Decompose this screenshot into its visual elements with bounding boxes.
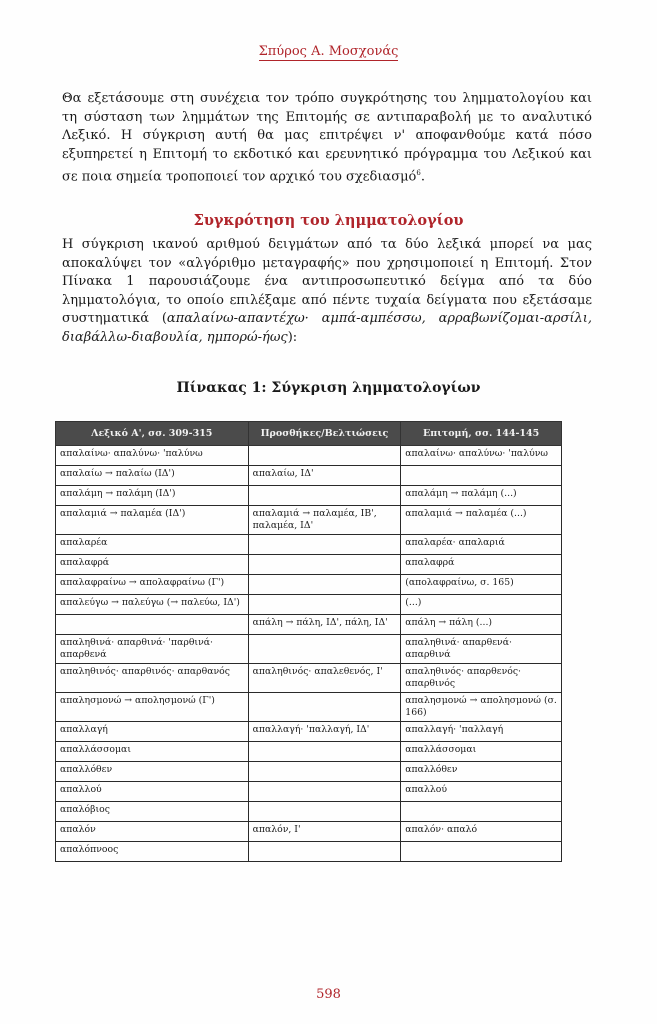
cell-lexicon: απαλαφραίνω → απολαφραίνω (Γ') bbox=[56, 575, 249, 595]
cell-additions bbox=[248, 635, 401, 664]
cell-additions: απαληθινός· απαλεθενός, Ι' bbox=[248, 664, 401, 693]
paragraph-method bbox=[62, 236, 592, 348]
cell-epitome: απαλαίνω· απαλύνω· 'παλύνω bbox=[401, 446, 562, 466]
running-head-text: Σπύρος Α. Μοσχονάς bbox=[258, 44, 399, 59]
cell-epitome: απαλλάσσομαι bbox=[401, 742, 562, 762]
cell-additions bbox=[248, 762, 401, 782]
cell-epitome: απάλη → πάλη (...) bbox=[401, 615, 562, 635]
table-row bbox=[56, 555, 562, 575]
paragraph-method-end: ): bbox=[287, 329, 298, 345]
section-heading: Συγκρότηση του λημματολογίου bbox=[193, 212, 464, 229]
cell-lexicon: απαλόβιος bbox=[56, 802, 249, 822]
cell-lexicon: απαλαμιά → παλαμέα (ΙΔ') bbox=[56, 506, 249, 535]
running-head bbox=[0, 44, 657, 59]
footnote-mark: 6 bbox=[416, 169, 421, 178]
table-row bbox=[56, 506, 562, 535]
cell-lexicon bbox=[56, 615, 249, 635]
cell-additions bbox=[248, 575, 401, 595]
cell-additions: απαλλαγή· 'παλλαγή, ΙΔ' bbox=[248, 722, 401, 742]
table-row bbox=[56, 466, 562, 486]
cell-additions bbox=[248, 535, 401, 555]
table-row bbox=[56, 446, 562, 466]
table-row bbox=[56, 842, 562, 862]
cell-epitome: (απολαφραίνω, σ. 165) bbox=[401, 575, 562, 595]
cell-lexicon: απαλόν bbox=[56, 822, 249, 842]
table-title: Πίνακας 1: Σύγκριση λημματολογίων bbox=[176, 380, 481, 396]
header-lexicon: Λεξικό Α', σσ. 309-315 bbox=[56, 422, 249, 446]
cell-lexicon: απαληθινός· απαρθινός· απαρθανός bbox=[56, 664, 249, 693]
cell-epitome bbox=[401, 466, 562, 486]
table-header-row bbox=[56, 422, 562, 446]
cell-epitome: απαλλόθεν bbox=[401, 762, 562, 782]
table-row bbox=[56, 595, 562, 615]
cell-additions bbox=[248, 842, 401, 862]
cell-additions bbox=[248, 693, 401, 722]
cell-epitome: απαλαρέα· απαλαριά bbox=[401, 535, 562, 555]
table-row bbox=[56, 782, 562, 802]
paragraph-intro-text: Θα εξετάσουμε στη συνέχεια τον τρόπο συγκρότησης του λημματολογίου και τη σύσταση των λημμάτων της Επιτομής σε αντιπαραβολή με το αναλυτικό Λεξικό. Η σύγκριση αυτή θα μας επιτρέψει ν' αποφανθούμε κατά πόσο εξυπηρετεί η Επιτομή το εκδοτικό και ερευνητικό πρόγραμμα του Λεξικού και σε ποια σημεία τροποποιεί τον αρχικό του σχεδιασμό bbox=[62, 91, 592, 185]
cell-lexicon: απαλλάσσομαι bbox=[56, 742, 249, 762]
comparison-table bbox=[55, 421, 562, 862]
cell-additions: απαλαμιά → παλαμέα, ΙΒ', παλαμέα, ΙΔ' bbox=[248, 506, 401, 535]
cell-additions bbox=[248, 802, 401, 822]
paragraph-method-text: Η σύγκριση ικανού αριθμού δειγμάτων από τα δύο λεξικά μπορεί να μας αποκαλύψει τον «αλγόριθμο μεταγραφής» που χρησιμοποιεί η Επιτομή. Στον Πίνακα 1 παρουσιάζουμε ένα αντιπροσωπευτικό δείγμα από τα δύο λημματολόγια, το οποίο επιλέξαμε από πέντε τυχαία δείγματα που εξετάσαμε συστηματικά ( bbox=[62, 237, 592, 327]
cell-epitome: απαλησμονώ → απολησμονώ (σ. 166) bbox=[401, 693, 562, 722]
cell-epitome: απαλαμιά → παλαμέα (...) bbox=[401, 506, 562, 535]
cell-additions bbox=[248, 742, 401, 762]
cell-lexicon: απαλλόθεν bbox=[56, 762, 249, 782]
header-additions: Προσθήκες/Βελτιώσεις bbox=[248, 422, 401, 446]
table-row bbox=[56, 486, 562, 506]
cell-epitome: (...) bbox=[401, 595, 562, 615]
cell-additions: απάλη → πάλη, ΙΔ', πάλη, ΙΔ' bbox=[248, 615, 401, 635]
table-row bbox=[56, 615, 562, 635]
cell-additions bbox=[248, 782, 401, 802]
table-row bbox=[56, 742, 562, 762]
paragraph-intro: Θα εξετάσουμε στη συνέχεια τον τρόπο συγκρότησης του λημματολογίου και τη σύσταση των λημμάτων της Επιτομής σε αντιπαραβολή με το αναλυτικό Λεξικό. Η σύγκριση αυτή θα μας επιτρέψει ν' αποφανθούμε κατά πόσο εξυπηρετεί η Επιτομή το εκδοτικό και ερευνητικό πρόγραμμα του Λεξικού και σε ποια σημεία τροποποιεί τον αρχικό του σχεδιασμό$^6$. bbox=[62, 91, 592, 185]
table-row bbox=[56, 635, 562, 664]
paragraph-method-italic: απαλαίνω-απαντέχω· αμπά-αμπέσσω, αρραβωνίζομαι-αρσίλι, διαβάλλω-διαβουλία, ημπορώ-ήως bbox=[62, 311, 592, 345]
cell-epitome: απαληθινός· απαρθενός· απαρθινός bbox=[401, 664, 562, 693]
table-row bbox=[56, 802, 562, 822]
cell-lexicon: απαλάμη → παλάμη (ΙΔ') bbox=[56, 486, 249, 506]
header-epitome: Επιτομή, σσ. 144-145 bbox=[401, 422, 562, 446]
cell-lexicon: απαλλού bbox=[56, 782, 249, 802]
cell-epitome: απαλαφρά bbox=[401, 555, 562, 575]
cell-lexicon: απαλαίνω· απαλύνω· 'παλύνω bbox=[56, 446, 249, 466]
cell-lexicon: απαλησμονώ → απολησμονώ (Γ') bbox=[56, 693, 249, 722]
table-row bbox=[56, 693, 562, 722]
cell-lexicon: απαλαίω → παλαίω (ΙΔ') bbox=[56, 466, 249, 486]
cell-epitome: απαληθινά· απαρθενά· απαρθινά bbox=[401, 635, 562, 664]
table-row bbox=[56, 575, 562, 595]
table-row bbox=[56, 664, 562, 693]
cell-epitome bbox=[401, 842, 562, 862]
cell-epitome: απαλλαγή· 'παλλαγή bbox=[401, 722, 562, 742]
cell-additions bbox=[248, 555, 401, 575]
cell-additions: απαλόν, Ι' bbox=[248, 822, 401, 842]
table-body bbox=[56, 446, 562, 862]
cell-lexicon: απαλλαγή bbox=[56, 722, 249, 742]
cell-lexicon: απαλεύγω → παλεύγω (→ παλεύω, ΙΔ') bbox=[56, 595, 249, 615]
cell-additions: απαλαίω, ΙΔ' bbox=[248, 466, 401, 486]
cell-epitome: απαλλού bbox=[401, 782, 562, 802]
cell-epitome bbox=[401, 802, 562, 822]
table-row bbox=[56, 535, 562, 555]
cell-lexicon: απαλαρέα bbox=[56, 535, 249, 555]
table-row bbox=[56, 822, 562, 842]
cell-additions bbox=[248, 595, 401, 615]
cell-additions bbox=[248, 446, 401, 466]
cell-lexicon: απαλόπνοος bbox=[56, 842, 249, 862]
cell-epitome: απαλάμη → παλάμη (...) bbox=[401, 486, 562, 506]
page-number: 598 bbox=[316, 987, 341, 1002]
table-row bbox=[56, 762, 562, 782]
cell-lexicon: απαλαφρά bbox=[56, 555, 249, 575]
cell-epitome: απαλόν· απαλό bbox=[401, 822, 562, 842]
cell-additions bbox=[248, 486, 401, 506]
table-row bbox=[56, 722, 562, 742]
cell-lexicon: απαληθινά· απαρθινά· 'παρθινά· απαρθενά bbox=[56, 635, 249, 664]
